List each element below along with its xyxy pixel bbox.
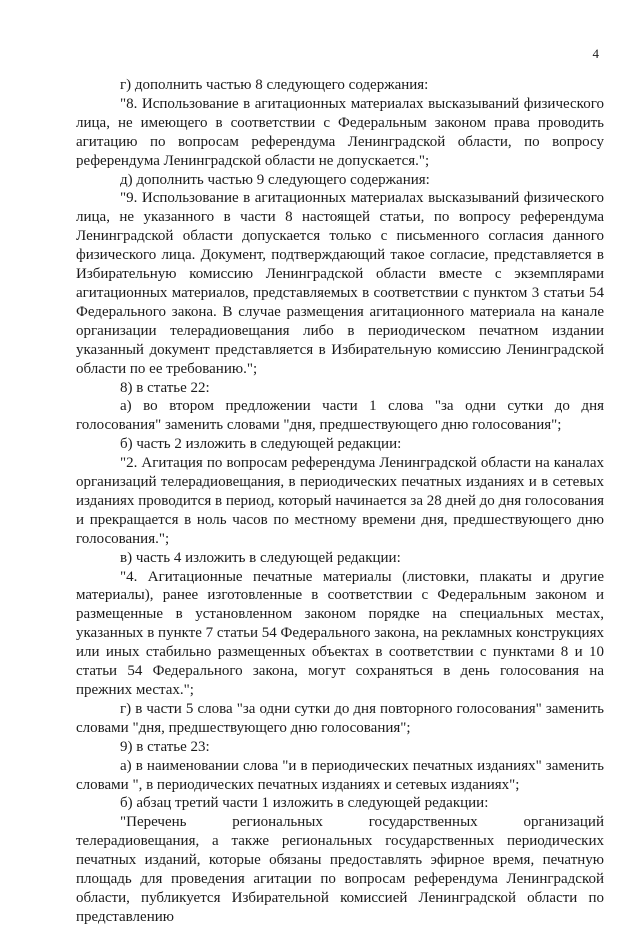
- document-body: [76, 76, 604, 927]
- paragraph: "4. Агитационные печатные материалы (листовки, плакаты и другие материалы), ранее изготовленные в соответствии с Федеральным законом и размещенные в установленном законом порядке на специальных местах, указанных в пункте 7 статьи 54 Федерального закона, на рекламных конструкциях или иных стабильно размещенных объектах в соответствии с пунктами 8 и 10 статьи 54 Федерального закона, могут сохраняться в день голосования на прежних местах.";: [76, 568, 604, 698]
- paragraph: б) часть 2 изложить в следующей редакции:: [120, 436, 402, 453]
- paragraph: а) во втором предложении части 1 слова "за одни сутки до дня голосования" заменить словами "дня, предшествующего дню голосования";: [76, 398, 604, 434]
- paragraph: в) часть 4 изложить в следующей редакции:: [120, 549, 401, 566]
- paragraph: "Перечень региональных государственных организаций телерадиовещания, а также региональных государственных периодических печатных изданий, которые обязаны предоставлять эфирное время, печатную площадь для проведения агитации по вопросам референдума Ленинградской области, публикуется Избирательной комиссией Ленинградской области по представлению: [76, 814, 604, 925]
- paragraph: "8. Использование в агитационных материалах высказываний физического лица, не имеющего в соответствии с Федеральным законом права проводить агитацию по вопросам референдума Ленинградской области, по вопросу референдума Ленинградской области не допускается.";: [76, 95, 604, 169]
- paragraph: б) абзац третий части 1 изложить в следующей редакции:: [120, 795, 489, 812]
- paragraph: 8) в статье 22:: [120, 379, 210, 396]
- paragraph: а) в наименовании слова "и в периодических печатных изданиях" заменить словами ", в периодических печатных изданиях и сетевых изданиях";: [76, 757, 604, 793]
- page-number: 4: [592, 46, 599, 61]
- paragraph: г) в части 5 слова "за одни сутки до дня повторного голосования" заменить словами "дня, предшествующего дню голосования";: [76, 700, 604, 736]
- paragraph: 9) в статье 23:: [120, 738, 210, 755]
- paragraph: "9. Использование в агитационных материалах высказываний физического лица, не указанного в части 8 настоящей статьи, по вопросу референдума Ленинградской области допускается только с письменного согласия данного физического лица. Документ, подтверждающий такое согласие, представляется в Избирательную комиссию Ленинградской области вместе с экземплярами агитационных материалов, представляемых в соответствии с пунктом 3 статьи 54 Федерального закона. В случае размещения агитационного материала на канале организации телерадиовещания либо в периодическом печатном издании указанный документ представляется в Избирательную комиссию Ленинградской области по ее требованию.";: [76, 190, 604, 377]
- paragraph: д) дополнить частью 9 следующего содержания:: [120, 171, 430, 188]
- paragraph: "2. Агитация по вопросам референдума Ленинградской области на каналах организаций телерадиовещания, в периодических печатных изданиях и в сетевых изданиях проводится в период, который начинается за 28 дней до дня голосования и прекращается в ноль часов по местному времени дня, предшествующего дню голосования.";: [76, 455, 604, 547]
- paragraph: г) дополнить частью 8 следующего содержания:: [120, 77, 429, 93]
